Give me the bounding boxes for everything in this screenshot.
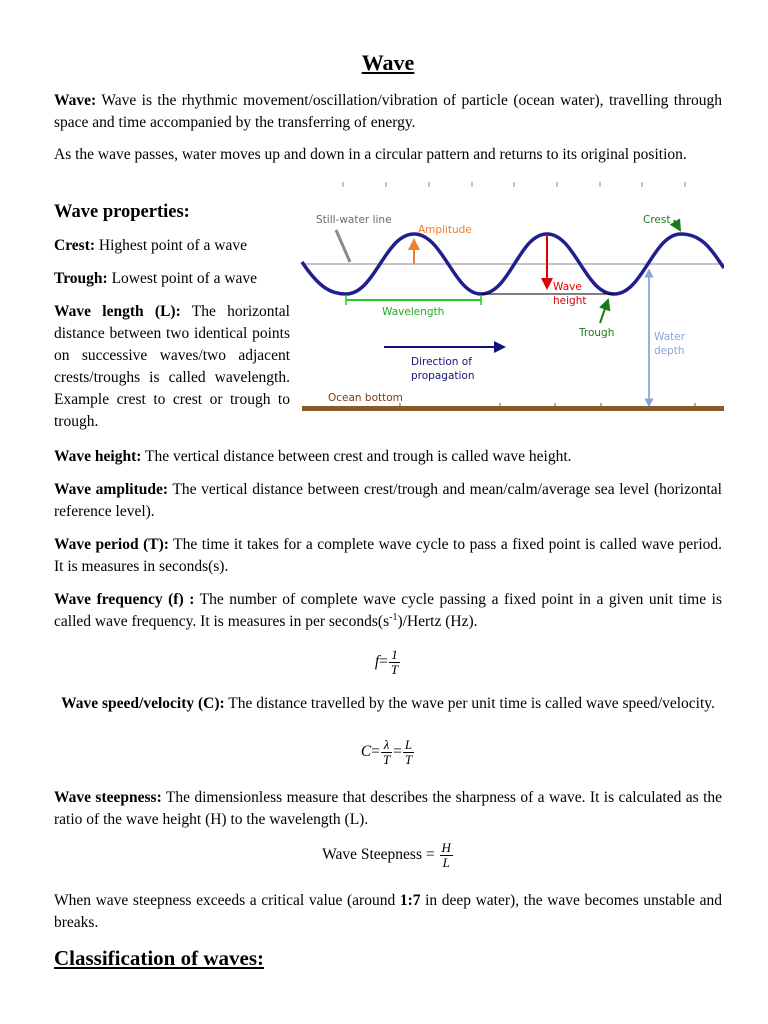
fraction-denominator: T: [382, 752, 391, 767]
label-amplitude: Amplitude: [418, 224, 472, 236]
fraction-denominator: T: [390, 662, 399, 677]
label-direction-2: propagation: [411, 370, 475, 382]
paragraph-wave-motion: As the wave passes, water moves up and down in a circular pattern and returns to its original position.: [54, 146, 687, 163]
definition-text: Wave is the rhythmic movement/oscillation/vibration of particle (ocean water), travelling through space and time accompanied by the transferring of energy.: [54, 92, 722, 131]
definition-wave-period: [54, 534, 722, 578]
term: Trough:: [54, 270, 108, 287]
definition-wave-height: [54, 446, 722, 468]
pointer-trough: [600, 300, 608, 323]
definition-wavelength: [54, 301, 290, 433]
definition-text-end: )/Hertz (Hz).: [397, 613, 478, 630]
label-crest: Crest: [643, 214, 671, 226]
definition-wave-steepness: [54, 787, 722, 831]
superscript: -1: [389, 611, 398, 623]
fraction: [403, 738, 414, 767]
label-ocean-bottom: Ocean bottom: [328, 392, 403, 404]
paragraph-critical-steepness: [54, 890, 722, 934]
term: Wave period (T):: [54, 536, 169, 553]
term: Wave:: [54, 92, 97, 109]
ocean-bottom-ticks: [400, 403, 695, 406]
fraction: [389, 648, 400, 677]
formula-symbol: C: [360, 743, 372, 761]
fraction-numerator: λ: [381, 738, 392, 753]
definition-text: Highest point of a wave: [95, 237, 247, 254]
formula-speed: [54, 738, 722, 767]
formula-equals: =: [371, 743, 380, 761]
label-trough: Trough: [579, 327, 615, 339]
formula-symbol: f: [374, 653, 380, 671]
definition-text: The dimensionless measure that describes the sharpness of a wave. It is calculated as the ratio of the wave height (H) to the wavelength (L).: [54, 789, 722, 828]
definition-wave: [54, 90, 722, 134]
formula-equals: =: [379, 653, 388, 671]
label-water-depth-1: Water: [654, 331, 686, 343]
pointer-still-water: [336, 230, 350, 262]
label-wave-height-1: Wave: [553, 281, 582, 293]
definition-text: The horizontal distance between two identical points on successive waves/two adjacent crests/troughs is called wavelength. Example crest to crest or trough to trough.: [54, 303, 290, 430]
fraction: [440, 841, 453, 870]
fraction-numerator: H: [441, 840, 451, 855]
pointer-crest: [674, 220, 680, 230]
definition-text: The vertical distance between crest and trough is called wave height.: [141, 448, 572, 465]
fraction-numerator: 1: [389, 648, 400, 663]
formula-frequency: [54, 648, 722, 677]
fraction-denominator: T: [404, 752, 413, 767]
formula-steepness: [54, 841, 722, 870]
critical-ratio: 1:7: [399, 892, 421, 909]
heading-classification-of-waves: Classification of waves:: [54, 946, 264, 970]
term: Crest:: [54, 237, 96, 254]
heading-wave-properties: Wave properties:: [54, 202, 190, 222]
paragraph-text-end: in deep water), the wave becomes unstable and breaks.: [54, 892, 722, 931]
definition-text: The vertical distance between crest/trough and mean/calm/average sea level (horizontal reference level).: [54, 481, 722, 520]
formula-equals: =: [393, 743, 402, 761]
term: Wave frequency (f) :: [54, 591, 195, 608]
page-title: Wave: [361, 50, 415, 75]
paragraph-text: When wave steepness exceeds a critical value (around: [54, 892, 400, 909]
term: Wave speed/velocity (C):: [61, 695, 225, 712]
ocean-bottom-band: [302, 406, 724, 411]
label-still-water-line: Still-water line: [316, 214, 392, 226]
definition-text: The number of complete wave cycle passing a fixed point in a given unit time is called wave frequency. It is measures in per seconds(s: [54, 591, 722, 630]
term: Wave height:: [54, 448, 142, 465]
label-wavelength: Wavelength: [382, 306, 445, 318]
definition-wave-frequency: [54, 589, 722, 633]
fraction-denominator: L: [442, 855, 450, 870]
fraction-numerator: L: [404, 737, 413, 752]
definition-crest: [54, 235, 290, 257]
fraction: [381, 738, 392, 767]
definition-wave-speed: [54, 693, 722, 715]
definition-text: Lowest point of a wave: [107, 270, 258, 287]
definition-trough: [54, 268, 290, 290]
label-water-depth-2: depth: [654, 345, 685, 357]
term: Wave amplitude:: [54, 481, 169, 498]
label-direction-1: Direction of: [411, 356, 472, 368]
label-wave-height-2: height: [553, 295, 587, 307]
ruler-ticks: [343, 182, 685, 187]
formula-label: Wave Steepness =: [322, 846, 435, 864]
definition-text: The distance travelled by the wave per unit time is called wave speed/velocity.: [224, 695, 715, 712]
term: Wave steepness:: [54, 789, 162, 806]
term: Wave length (L):: [54, 303, 181, 320]
definition-text: The time it takes for a complete wave cycle to pass a fixed point is called wave period. It is measures in seconds(s).: [54, 536, 723, 575]
wave-diagram: [300, 176, 724, 416]
definition-wave-amplitude: [54, 479, 722, 523]
